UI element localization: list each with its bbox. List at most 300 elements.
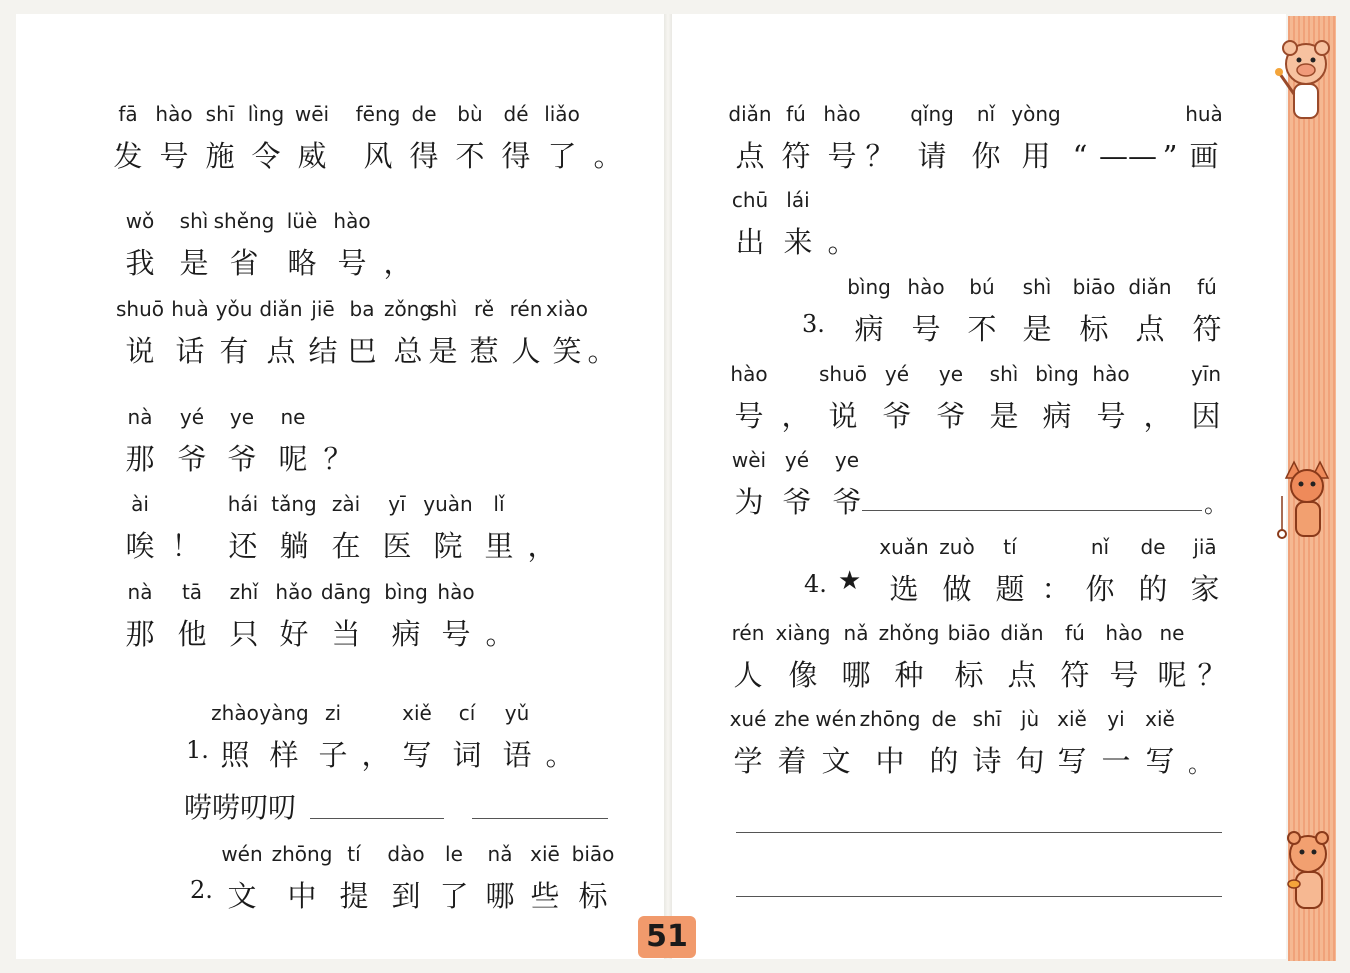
pinyin: hào bbox=[1105, 621, 1143, 645]
pinyin: jiē bbox=[311, 297, 335, 321]
hanzi: 点 bbox=[266, 334, 296, 368]
hanzi: 躺 bbox=[279, 529, 309, 563]
hanzi: 医 bbox=[382, 529, 412, 563]
syllable bbox=[819, 362, 867, 434]
syllable bbox=[860, 707, 921, 779]
pinyin: yé bbox=[884, 362, 910, 386]
hanzi: 在 bbox=[331, 529, 361, 563]
syllable bbox=[545, 701, 574, 773]
hanzi: 院 bbox=[433, 529, 463, 563]
syllable bbox=[972, 707, 1001, 779]
pinyin: zhǐ bbox=[229, 580, 259, 604]
pinyin bbox=[781, 362, 810, 392]
pinyin: lǐ bbox=[493, 492, 505, 516]
syllable bbox=[171, 297, 209, 369]
hanzi: 爷 bbox=[882, 399, 912, 433]
hanzi: 种 bbox=[894, 658, 924, 692]
bear-mascot-icon bbox=[1272, 824, 1342, 924]
syllable bbox=[248, 102, 284, 174]
hanzi: 。 bbox=[593, 139, 623, 173]
syllable bbox=[347, 297, 376, 369]
syllable bbox=[177, 580, 206, 652]
hanzi: 写 bbox=[1145, 744, 1175, 778]
pinyin: fú bbox=[1065, 621, 1085, 645]
pinyin: yǔ bbox=[504, 701, 530, 725]
hanzi: 呢 bbox=[1157, 658, 1187, 692]
syllable bbox=[967, 275, 996, 347]
hanzi: 子 bbox=[318, 738, 348, 772]
pinyin: tí bbox=[347, 842, 361, 866]
pinyin: shuō bbox=[818, 362, 868, 386]
hanzi: 了 bbox=[547, 139, 577, 173]
star-icon: ★ bbox=[838, 566, 862, 596]
syllable bbox=[593, 102, 622, 174]
hanzi: 用 bbox=[1021, 139, 1051, 173]
pinyin: bìng bbox=[1035, 362, 1079, 386]
hanzi: 中 bbox=[287, 879, 317, 913]
pinyin: tā bbox=[181, 580, 203, 604]
hanzi: 着 bbox=[777, 744, 807, 778]
syllable bbox=[428, 297, 457, 369]
pinyin: xiào bbox=[546, 297, 588, 321]
syllable bbox=[484, 492, 513, 564]
hanzi: 是 bbox=[179, 246, 209, 280]
pinyin: xiē bbox=[530, 842, 560, 866]
syllable bbox=[730, 362, 767, 434]
pinyin: tí bbox=[1003, 535, 1017, 559]
syllable bbox=[1143, 362, 1172, 434]
pinyin: hào bbox=[155, 102, 193, 126]
syllable bbox=[295, 102, 329, 174]
syllable bbox=[287, 209, 318, 281]
pinyin: zuò bbox=[939, 535, 975, 559]
answer-blank[interactable] bbox=[310, 818, 444, 819]
syllable bbox=[1105, 621, 1142, 693]
hanzi: 不 bbox=[455, 139, 485, 173]
pinyin: zhōng bbox=[271, 842, 333, 866]
pinyin: xiě bbox=[1057, 707, 1087, 731]
syllable bbox=[272, 842, 333, 914]
syllable bbox=[384, 297, 432, 369]
syllable bbox=[259, 701, 308, 773]
syllable bbox=[1163, 102, 1178, 174]
pinyin: yǒu bbox=[215, 297, 253, 321]
pinyin: le bbox=[445, 842, 463, 866]
syllable bbox=[125, 209, 154, 281]
syllable bbox=[125, 580, 154, 652]
hanzi: 为 bbox=[734, 485, 764, 519]
hanzi: 的 bbox=[929, 744, 959, 778]
pinyin bbox=[1073, 102, 1088, 132]
pinyin: nǐ bbox=[976, 102, 996, 126]
pinyin: biāo bbox=[1072, 275, 1116, 299]
pinyin: zhào bbox=[211, 701, 259, 725]
hanzi: 说 bbox=[828, 399, 858, 433]
pinyin: hái bbox=[227, 492, 259, 516]
pinyin: nà bbox=[127, 580, 153, 604]
hanzi: 风 bbox=[363, 139, 393, 173]
page-number: 51 bbox=[638, 916, 696, 958]
hanzi: —— bbox=[1099, 139, 1157, 173]
pinyin: diǎn bbox=[259, 297, 303, 321]
hanzi: 里 bbox=[484, 529, 514, 563]
pinyin: liǎo bbox=[544, 102, 580, 126]
hanzi: 号 bbox=[1109, 658, 1139, 692]
syllable bbox=[384, 580, 428, 652]
pinyin: nǎ bbox=[487, 842, 513, 866]
syllable bbox=[171, 492, 200, 564]
syllable bbox=[1060, 621, 1089, 693]
hanzi: 号 bbox=[337, 246, 367, 280]
hanzi: 病 bbox=[1042, 399, 1072, 433]
syllable bbox=[1041, 535, 1070, 607]
example-word: 唠唠叨叨 bbox=[184, 791, 297, 824]
hanzi: 选 bbox=[889, 572, 919, 606]
hanzi: 略 bbox=[287, 246, 317, 280]
hanzi: 来 bbox=[783, 225, 813, 259]
hanzi: 号 bbox=[441, 617, 471, 651]
hanzi: 画 bbox=[1189, 139, 1219, 173]
hanzi: ， bbox=[1143, 399, 1173, 433]
hanzi: 句 bbox=[1015, 744, 1045, 778]
hanzi: 是 bbox=[989, 399, 1019, 433]
syllable bbox=[216, 297, 253, 369]
syllable bbox=[155, 102, 192, 174]
hanzi: 学 bbox=[733, 744, 763, 778]
pinyin bbox=[1197, 621, 1226, 651]
pinyin: zhōng bbox=[859, 707, 921, 731]
hanzi: 令 bbox=[251, 139, 281, 173]
pinyin bbox=[171, 492, 200, 522]
syllable bbox=[361, 701, 390, 773]
pinyin: ye bbox=[938, 362, 964, 386]
pinyin: bú bbox=[969, 275, 995, 299]
syllable bbox=[1185, 102, 1223, 174]
hanzi: 号 bbox=[1096, 399, 1126, 433]
syllable bbox=[1057, 707, 1087, 779]
hanzi: 还 bbox=[228, 529, 258, 563]
syllable bbox=[455, 102, 484, 174]
syllable bbox=[331, 492, 360, 564]
syllable bbox=[1128, 275, 1171, 347]
syllable bbox=[929, 707, 958, 779]
pinyin bbox=[527, 492, 556, 522]
hanzi: 爷 bbox=[782, 485, 812, 519]
hanzi: 做 bbox=[942, 572, 972, 606]
pinyin: diǎn bbox=[728, 102, 772, 126]
pinyin: biāo bbox=[571, 842, 615, 866]
pinyin: rě bbox=[473, 297, 495, 321]
syllable bbox=[409, 102, 438, 174]
syllable bbox=[437, 580, 474, 652]
syllable bbox=[989, 362, 1018, 434]
syllable bbox=[527, 492, 556, 564]
hanzi: 哪 bbox=[485, 879, 515, 913]
syllable bbox=[229, 580, 258, 652]
syllable bbox=[1190, 535, 1219, 607]
pinyin: dào bbox=[387, 842, 425, 866]
syllable bbox=[179, 209, 208, 281]
pinyin: hào bbox=[437, 580, 475, 604]
hanzi: ， bbox=[781, 399, 811, 433]
hanzi: 出 bbox=[735, 225, 765, 259]
pinyin: ne bbox=[280, 405, 306, 429]
pinyin: ye bbox=[834, 448, 860, 472]
pinyin: wǒ bbox=[125, 209, 155, 233]
syllable bbox=[1157, 621, 1186, 693]
syllable bbox=[125, 492, 154, 564]
hanzi: 题 bbox=[995, 572, 1025, 606]
syllable bbox=[271, 492, 316, 564]
syllable bbox=[383, 209, 412, 281]
pinyin bbox=[1099, 102, 1157, 132]
pig-mascot-icon bbox=[1270, 34, 1340, 130]
pinyin: yi bbox=[1107, 707, 1125, 731]
question-number: 2. bbox=[190, 876, 213, 904]
syllable bbox=[732, 448, 766, 520]
hanzi: 文 bbox=[227, 879, 257, 913]
pinyin: xiě bbox=[402, 701, 432, 725]
syllable bbox=[382, 492, 411, 564]
syllable bbox=[228, 492, 259, 564]
syllable bbox=[333, 209, 370, 281]
hanzi: 因 bbox=[1191, 399, 1221, 433]
pinyin: zi bbox=[324, 701, 342, 725]
hanzi: 标 bbox=[1079, 312, 1109, 346]
syllable bbox=[995, 535, 1024, 607]
pinyin: huà bbox=[1185, 102, 1223, 126]
syllable bbox=[125, 405, 154, 477]
hanzi: ， bbox=[383, 246, 413, 280]
pinyin: bù bbox=[457, 102, 483, 126]
pinyin: shì bbox=[989, 362, 1019, 386]
hanzi: 诗 bbox=[972, 744, 1002, 778]
answer-blank[interactable] bbox=[472, 818, 608, 819]
hanzi: 爷 bbox=[832, 485, 862, 519]
syllable bbox=[318, 701, 347, 773]
pinyin: jù bbox=[1020, 707, 1040, 731]
syllable bbox=[1073, 275, 1116, 347]
syllable bbox=[321, 580, 371, 652]
writing-line[interactable] bbox=[736, 832, 1222, 833]
hanzi: 他 bbox=[177, 617, 207, 651]
syllable bbox=[227, 405, 256, 477]
pinyin: hào bbox=[333, 209, 371, 233]
hanzi: 有 bbox=[219, 334, 249, 368]
pinyin bbox=[545, 701, 574, 731]
syllable bbox=[879, 535, 928, 607]
syllable bbox=[113, 102, 142, 174]
hanzi: 话 bbox=[175, 334, 205, 368]
syllable bbox=[730, 707, 767, 779]
syllable bbox=[1035, 362, 1079, 434]
syllable bbox=[847, 275, 891, 347]
hanzi: 样 bbox=[269, 738, 299, 772]
pinyin: fēng bbox=[355, 102, 401, 126]
syllable bbox=[1145, 707, 1175, 779]
syllable bbox=[530, 842, 560, 914]
pinyin: de bbox=[411, 102, 437, 126]
syllable bbox=[1011, 102, 1060, 174]
hanzi: 些 bbox=[530, 879, 560, 913]
hanzi: 点 bbox=[1007, 658, 1037, 692]
pinyin: bìng bbox=[384, 580, 428, 604]
pinyin bbox=[1163, 102, 1178, 132]
syllable bbox=[815, 707, 856, 779]
pinyin: nà bbox=[127, 405, 153, 429]
pinyin: shuō bbox=[115, 297, 165, 321]
hanzi: 。 bbox=[485, 617, 515, 651]
syllable bbox=[774, 707, 809, 779]
hanzi: 巴 bbox=[347, 334, 377, 368]
syllable bbox=[1000, 621, 1043, 693]
period-mark: 。 bbox=[1204, 490, 1228, 518]
hanzi: 写 bbox=[402, 738, 432, 772]
hanzi: 人 bbox=[733, 658, 763, 692]
hanzi: 符 bbox=[781, 139, 811, 173]
hanzi: 点 bbox=[735, 139, 765, 173]
fox-mascot-icon bbox=[1272, 456, 1342, 556]
hanzi: 说 bbox=[125, 334, 155, 368]
hanzi: 。 bbox=[545, 738, 575, 772]
pinyin: wèi bbox=[731, 448, 767, 472]
hanzi: 只 bbox=[229, 617, 259, 651]
pinyin: nǎ bbox=[843, 621, 869, 645]
syllable bbox=[782, 448, 811, 520]
pinyin: yàng bbox=[259, 701, 309, 725]
pinyin: yīn bbox=[1190, 362, 1222, 386]
syllable bbox=[971, 102, 1000, 174]
pinyin: shī bbox=[972, 707, 1002, 731]
syllable bbox=[221, 842, 262, 914]
pinyin: ba bbox=[349, 297, 375, 321]
hanzi: 唉 bbox=[125, 529, 155, 563]
hanzi: 文 bbox=[821, 744, 851, 778]
pinyin bbox=[593, 102, 622, 132]
syllable bbox=[728, 102, 771, 174]
hanzi: ， bbox=[361, 738, 391, 772]
pinyin bbox=[383, 209, 412, 239]
syllable bbox=[275, 580, 312, 652]
hanzi: 。 bbox=[587, 334, 617, 368]
pinyin: jiā bbox=[1193, 535, 1217, 559]
syllable bbox=[502, 701, 531, 773]
syllable bbox=[439, 842, 468, 914]
syllable bbox=[1085, 535, 1114, 607]
syllable bbox=[1022, 275, 1051, 347]
hanzi: ？ bbox=[865, 139, 895, 173]
hanzi: 是 bbox=[1022, 312, 1052, 346]
pinyin: wēi bbox=[294, 102, 330, 126]
pinyin: hào bbox=[1092, 362, 1130, 386]
syllable bbox=[544, 102, 580, 174]
syllable bbox=[211, 701, 259, 773]
hanzi: 符 bbox=[1192, 312, 1222, 346]
hanzi: ， bbox=[527, 529, 557, 563]
pinyin: de bbox=[1140, 535, 1166, 559]
hanzi: ？ bbox=[1197, 658, 1227, 692]
pinyin bbox=[865, 102, 894, 132]
pinyin: yé bbox=[179, 405, 205, 429]
pinyin: fú bbox=[1197, 275, 1217, 299]
pinyin bbox=[587, 297, 616, 327]
syllable bbox=[907, 275, 944, 347]
hanzi: 语 bbox=[502, 738, 532, 772]
syllable bbox=[485, 842, 514, 914]
syllable bbox=[948, 621, 991, 693]
pinyin: fā bbox=[118, 102, 138, 126]
pinyin: ài bbox=[131, 492, 149, 516]
hanzi: 哪 bbox=[841, 658, 871, 692]
pinyin: huà bbox=[171, 297, 209, 321]
hanzi: 词 bbox=[452, 738, 482, 772]
pinyin: rén bbox=[509, 297, 543, 321]
pinyin: shěng bbox=[213, 209, 275, 233]
syllable bbox=[116, 297, 164, 369]
pinyin: yī bbox=[388, 492, 406, 516]
syllable bbox=[841, 621, 870, 693]
syllable bbox=[259, 297, 302, 369]
pinyin: lái bbox=[786, 188, 810, 212]
hanzi: ： bbox=[1041, 572, 1071, 606]
syllable bbox=[882, 362, 911, 434]
syllable bbox=[323, 405, 352, 477]
syllable bbox=[572, 842, 615, 914]
hanzi: 家 bbox=[1190, 572, 1220, 606]
pinyin bbox=[827, 188, 856, 218]
pinyin: dé bbox=[503, 102, 529, 126]
syllable bbox=[936, 362, 965, 434]
pinyin: zhǒng bbox=[878, 621, 940, 645]
hanzi: 病 bbox=[854, 312, 884, 346]
syllable bbox=[485, 580, 514, 652]
hanzi: 得 bbox=[409, 139, 439, 173]
pinyin: bìng bbox=[847, 275, 891, 299]
pinyin: shì bbox=[428, 297, 458, 321]
syllable bbox=[1138, 535, 1167, 607]
pinyin: yé bbox=[784, 448, 810, 472]
pinyin: shī bbox=[205, 102, 235, 126]
hanzi: 那 bbox=[125, 442, 155, 476]
writing-line[interactable] bbox=[736, 896, 1222, 897]
pinyin: xuǎn bbox=[879, 535, 929, 559]
syllable bbox=[865, 102, 894, 174]
hanzi: 一 bbox=[1101, 744, 1131, 778]
question-number: 4. bbox=[804, 570, 827, 598]
pinyin: yuàn bbox=[423, 492, 473, 516]
question-number: 3. bbox=[802, 310, 825, 338]
pinyin: diǎn bbox=[1128, 275, 1172, 299]
hanzi: 人 bbox=[511, 334, 541, 368]
hanzi: ？ bbox=[323, 442, 353, 476]
hanzi: 呢 bbox=[278, 442, 308, 476]
answer-blank[interactable] bbox=[862, 510, 1202, 511]
pinyin: shì bbox=[179, 209, 209, 233]
hanzi: 省 bbox=[229, 246, 259, 280]
hanzi: 得 bbox=[501, 139, 531, 173]
pinyin: rén bbox=[731, 621, 765, 645]
syllable bbox=[1015, 707, 1044, 779]
syllable bbox=[879, 621, 940, 693]
pinyin bbox=[361, 701, 390, 731]
hanzi: 总 bbox=[393, 334, 423, 368]
syllable bbox=[827, 188, 856, 260]
period-mark: 。 bbox=[1188, 750, 1212, 778]
hanzi: 号 bbox=[734, 399, 764, 433]
hanzi: 标 bbox=[578, 879, 608, 913]
hanzi: 写 bbox=[1057, 744, 1087, 778]
hanzi: 惹 bbox=[469, 334, 499, 368]
